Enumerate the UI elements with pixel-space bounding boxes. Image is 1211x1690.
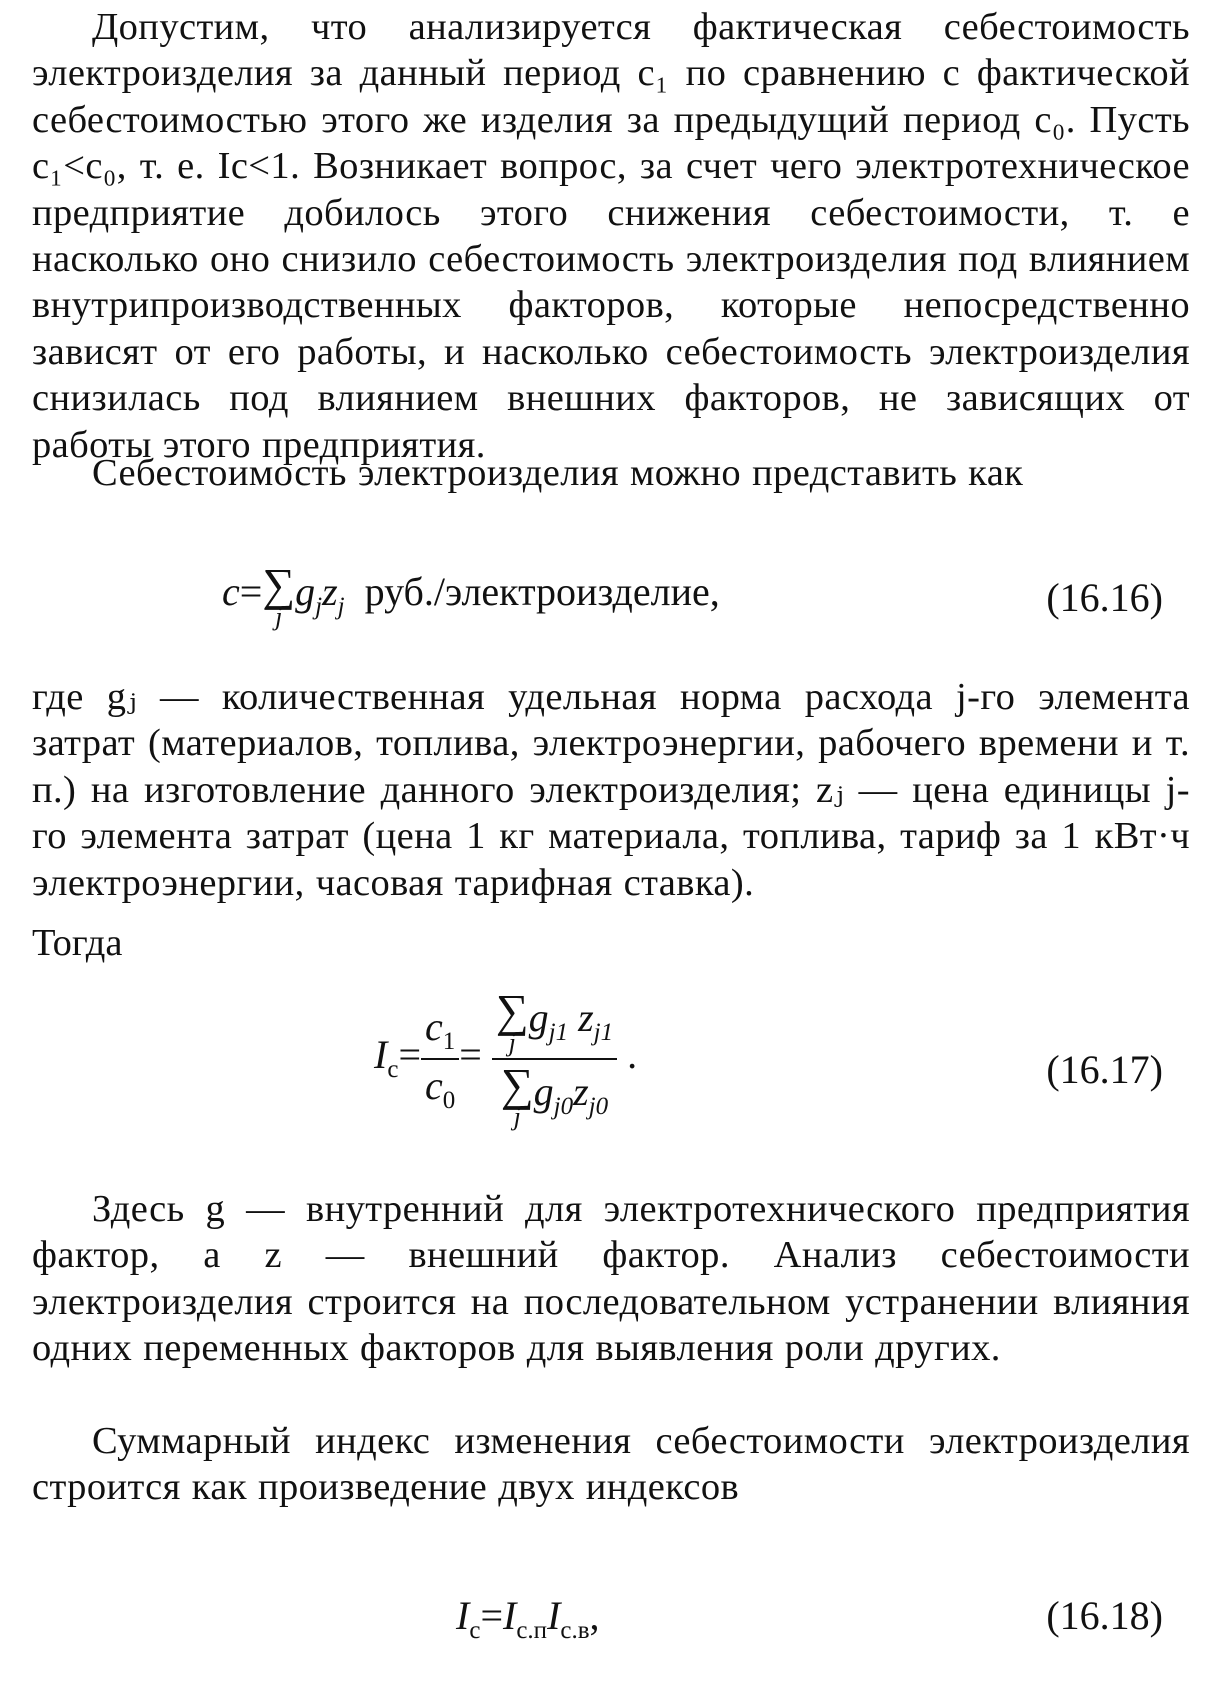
sum-symbol: ∑ xyxy=(500,1059,534,1110)
sum-symbol: ∑ xyxy=(262,559,296,610)
eq2-fraction-sums: ∑ j $g_{j1}$ $z_{j1}$ ∑ j $g_{j0}z_{j0}$ xyxy=(492,988,617,1130)
paragraph-cost-representation: Себестоимость электроизделия можно представить как xyxy=(92,452,1024,494)
equation-16-18 xyxy=(456,1592,600,1645)
eq1-g-sub: j xyxy=(315,592,323,620)
eq3-i1: I xyxy=(503,1593,517,1638)
eq2-den-g-sub: j0 xyxy=(553,1092,574,1120)
eq3-equals: = xyxy=(480,1593,503,1638)
eq2-c0: c xyxy=(425,1063,443,1108)
paragraph-cost-analysis: Допустим, что анализируется фактическая себестоимость электроизделия за данный период c₁ по сравнению с фактической себестоимостью этого же изделия за предыдущий период c₀. Пусть c₁<c₀, т. е. Iс<1. Возникает вопрос, за счет чего электротехническое предприятие добилось этого снижения себестоимости, т. е насколько оно снизило себестоимость электроизделия под влиянием внутрипроизводственных факторов, которые непосредственно зависят от его работы, и насколько себестоимость электроизделия снизилась под влиянием внешних факторов, не зависящих от работы этого предприятия. xyxy=(32,6,1190,466)
eq2-fraction-c xyxy=(421,1003,459,1115)
eq2-c1-sub: 1 xyxy=(442,1028,456,1055)
sum-index: j xyxy=(275,602,283,631)
eq1-z-sub: j xyxy=(337,592,345,620)
eq1-unit: руб./электроизделие, xyxy=(364,569,720,615)
eq2-lhs: I xyxy=(374,1032,388,1078)
paragraph-internal-external-factors: Здесь g — внутренний для электротехнического предприятия фактор, а z — внешний фактор. Анализ себестоимости электроизделия строится на последовательном устранении влияния одних переменных факторов для выявления роли других. xyxy=(32,1188,1190,1370)
eq2-num-z-sub: j1 xyxy=(593,1018,614,1046)
eq1-sum xyxy=(262,559,296,631)
sum-index: j xyxy=(513,1102,521,1131)
eq2-c0-sub: 0 xyxy=(442,1086,456,1114)
equation-number-16-17: (16.17) xyxy=(1046,1047,1163,1092)
eq3-i2-sub: с.в xyxy=(560,1616,590,1644)
eq2-period: . xyxy=(627,1032,638,1078)
eq3-lhs-sub: с xyxy=(469,1616,481,1644)
eq2-equals-a: = xyxy=(398,1032,421,1078)
equation-number-16-16: (16.16) xyxy=(1046,575,1163,620)
eq3-i2: I xyxy=(547,1593,561,1638)
eq1-z: z xyxy=(322,569,338,615)
eq3-i1-sub: с.п xyxy=(516,1616,548,1644)
equation-16-17 xyxy=(374,985,638,1131)
eq1-lhs: c xyxy=(222,569,240,615)
eq3-comma: , xyxy=(589,1593,600,1638)
eq3-lhs: I xyxy=(456,1593,470,1638)
eq2-den-z-sub: j0 xyxy=(588,1092,609,1120)
eq2-lhs-sub: с xyxy=(387,1055,399,1083)
sum-symbol: ∑ xyxy=(495,985,529,1036)
eq2-num-g-sub: j1 xyxy=(548,1018,569,1046)
equation-16-16 xyxy=(222,559,720,631)
paragraph-variable-definitions: где gⱼ — количественная удельная норма расхода j-го элемента затрат (материалов, топлива, электроэнергии, рабочего времени и т. п.) на изготовление данного электроизделия; zⱼ — цена единицы j-го элемента затрат (цена 1 кг материала, топлива, тариф за 1 кВт·ч электроэнергии, часовая тарифная ставка). xyxy=(32,676,1190,904)
sum-index: j xyxy=(508,1028,516,1057)
eq2-c1: c xyxy=(425,1004,443,1050)
eq1-equals: = xyxy=(239,569,263,615)
word-togda: Тогда xyxy=(32,922,123,964)
eq1-g: g xyxy=(295,569,316,615)
equation-number-16-18: (16.18) xyxy=(1046,1593,1163,1638)
paragraph-summary-index: Суммарный индекс изменения себестоимости электроизделия строится как произведение двух индексов xyxy=(32,1420,1190,1509)
eq2-equals-b: = xyxy=(459,1032,482,1078)
